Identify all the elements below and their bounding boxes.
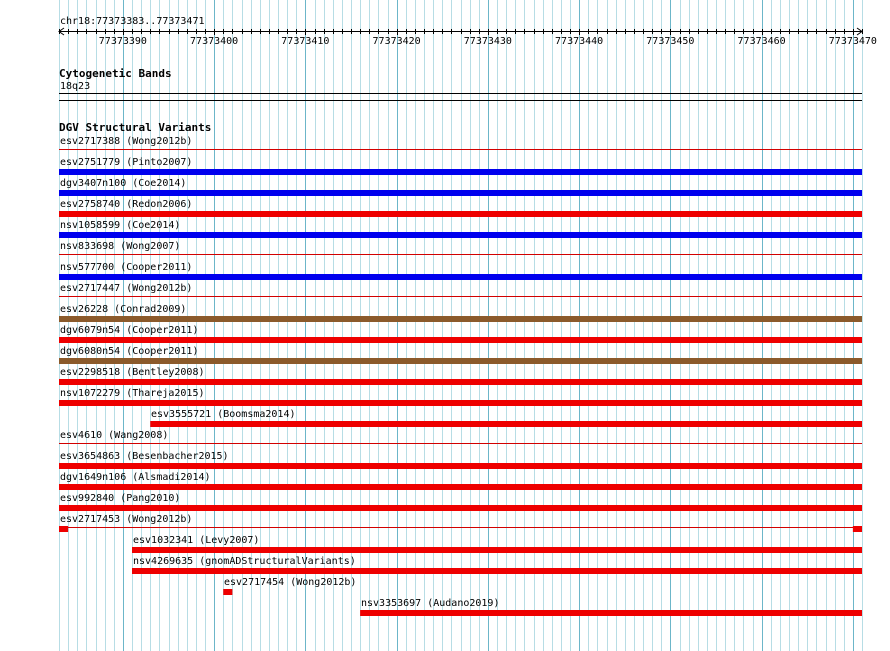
dgv-variant-row[interactable] bbox=[59, 388, 862, 406]
dgv-variant-bar[interactable] bbox=[59, 211, 862, 217]
dgv-variant-bar[interactable] bbox=[150, 421, 862, 427]
dgv-variant-label: nsv833698 (Wong2007) bbox=[60, 241, 181, 252]
dgv-variant-label: nsv3353697 (Audano2019) bbox=[361, 598, 500, 609]
ruler-tick-label: 77373470 bbox=[828, 36, 877, 47]
cytoband-track-title: Cytogenetic Bands bbox=[59, 67, 172, 80]
dgv-variant-row[interactable] bbox=[59, 493, 862, 511]
dgv-variant-bar[interactable] bbox=[223, 589, 232, 595]
dgv-variant-row[interactable] bbox=[59, 514, 862, 532]
ruler-tick-label: 77373410 bbox=[281, 36, 330, 47]
dgv-variant-label: dgv6079n54 (Cooper2011) bbox=[60, 325, 199, 336]
location-label: chr18:77373383..77373471 bbox=[60, 16, 205, 27]
dgv-variant-row[interactable] bbox=[59, 136, 862, 150]
dgv-variant-row[interactable] bbox=[59, 199, 862, 217]
dgv-variant-label: esv2751779 (Pinto2007) bbox=[60, 157, 193, 168]
dgv-variant-label: esv2717388 (Wong2012b) bbox=[60, 136, 193, 147]
dgv-variant-label: esv1032341 (Levy2007) bbox=[133, 535, 260, 546]
dgv-variant-label: esv3654863 (Besenbacher2015) bbox=[60, 451, 229, 462]
dgv-variant-bar[interactable] bbox=[59, 379, 862, 385]
cytoband-label: 18q23 bbox=[60, 81, 91, 92]
dgv-variant-bar[interactable] bbox=[59, 400, 862, 406]
dgv-variant-row[interactable] bbox=[360, 598, 862, 616]
dgv-variant-row[interactable] bbox=[59, 430, 862, 444]
ruler-tick-label: 77373400 bbox=[190, 36, 239, 47]
dgv-variant-label: esv992840 (Pang2010) bbox=[60, 493, 181, 504]
dgv-variant-bar[interactable] bbox=[59, 337, 862, 343]
dgv-variant-bar[interactable] bbox=[132, 547, 862, 553]
dgv-variant-row[interactable] bbox=[59, 325, 862, 343]
dgv-variant-row[interactable] bbox=[59, 451, 862, 469]
dgv-variant-bar[interactable] bbox=[59, 505, 862, 511]
dgv-variant-bar[interactable] bbox=[59, 169, 862, 175]
dgv-variant-bar[interactable] bbox=[59, 190, 862, 196]
dgv-variant-label: esv2717454 (Wong2012b) bbox=[224, 577, 357, 588]
dgv-variant-bar[interactable] bbox=[59, 232, 862, 238]
ruler-tick-label: 77373460 bbox=[737, 36, 786, 47]
dgv-variant-row[interactable] bbox=[59, 220, 862, 238]
dgv-variant-row[interactable] bbox=[59, 241, 862, 255]
dgv-variant-label: esv2298518 (Bentley2008) bbox=[60, 367, 205, 378]
dgv-variant-label: esv3555721 (Boomsma2014) bbox=[151, 409, 296, 420]
ruler-tick-label: 77373390 bbox=[98, 36, 147, 47]
dgv-variant-row[interactable] bbox=[59, 262, 862, 280]
dgv-variant-label: dgv1649n106 (Alsmadi2014) bbox=[60, 472, 211, 483]
dgv-variant-bar[interactable] bbox=[360, 610, 862, 616]
dgv-variant-row[interactable] bbox=[59, 283, 862, 297]
dgv-variant-label: esv2717453 (Wong2012b) bbox=[60, 514, 193, 525]
dgv-variant-row[interactable] bbox=[59, 178, 862, 196]
dgv-variant-row[interactable] bbox=[223, 577, 356, 595]
dgv-variant-label: nsv4269635 (gnomADStructuralVariants) bbox=[133, 556, 356, 567]
dgv-variant-block[interactable] bbox=[853, 526, 862, 532]
dgv-variant-row[interactable] bbox=[59, 304, 862, 322]
dgv-variant-row[interactable] bbox=[59, 157, 862, 175]
coordinate-ruler[interactable] bbox=[59, 28, 877, 47]
dgv-variant-label: nsv577700 (Cooper2011) bbox=[60, 262, 193, 273]
dgv-variant-list bbox=[59, 136, 862, 616]
dgv-variant-bar[interactable] bbox=[59, 316, 862, 322]
dgv-variant-bar[interactable] bbox=[59, 484, 862, 490]
dgv-variant-label: nsv1072279 (Thareja2015) bbox=[60, 388, 205, 399]
dgv-variant-bar[interactable] bbox=[59, 274, 862, 280]
dgv-variant-label: dgv6080n54 (Cooper2011) bbox=[60, 346, 199, 357]
dgv-variant-row[interactable] bbox=[59, 367, 862, 385]
dgv-variant-label: esv26228 (Conrad2009) bbox=[60, 304, 187, 315]
dgv-variant-row[interactable] bbox=[59, 346, 862, 364]
dgv-variant-bar[interactable] bbox=[59, 358, 862, 364]
dgv-variant-bar[interactable] bbox=[132, 568, 862, 574]
ruler-tick-label: 77373420 bbox=[372, 36, 421, 47]
ruler-tick-label: 77373440 bbox=[555, 36, 604, 47]
dgv-variant-label: dgv3407n100 (Coe2014) bbox=[60, 178, 187, 189]
dgv-variant-label: esv2758740 (Redon2006) bbox=[60, 199, 193, 210]
ruler-tick-label: 77373450 bbox=[646, 36, 695, 47]
dgv-track-title: DGV Structural Variants bbox=[59, 121, 212, 134]
dgv-variant-bar[interactable] bbox=[59, 463, 862, 469]
dgv-variant-label: esv4610 (Wang2008) bbox=[60, 430, 169, 441]
dgv-variant-row[interactable] bbox=[59, 472, 862, 490]
dgv-variant-label: nsv1058599 (Coe2014) bbox=[60, 220, 181, 231]
dgv-variant-block[interactable] bbox=[59, 526, 68, 532]
ruler-tick-label: 77373430 bbox=[463, 36, 512, 47]
dgv-variant-label: esv2717447 (Wong2012b) bbox=[60, 283, 193, 294]
